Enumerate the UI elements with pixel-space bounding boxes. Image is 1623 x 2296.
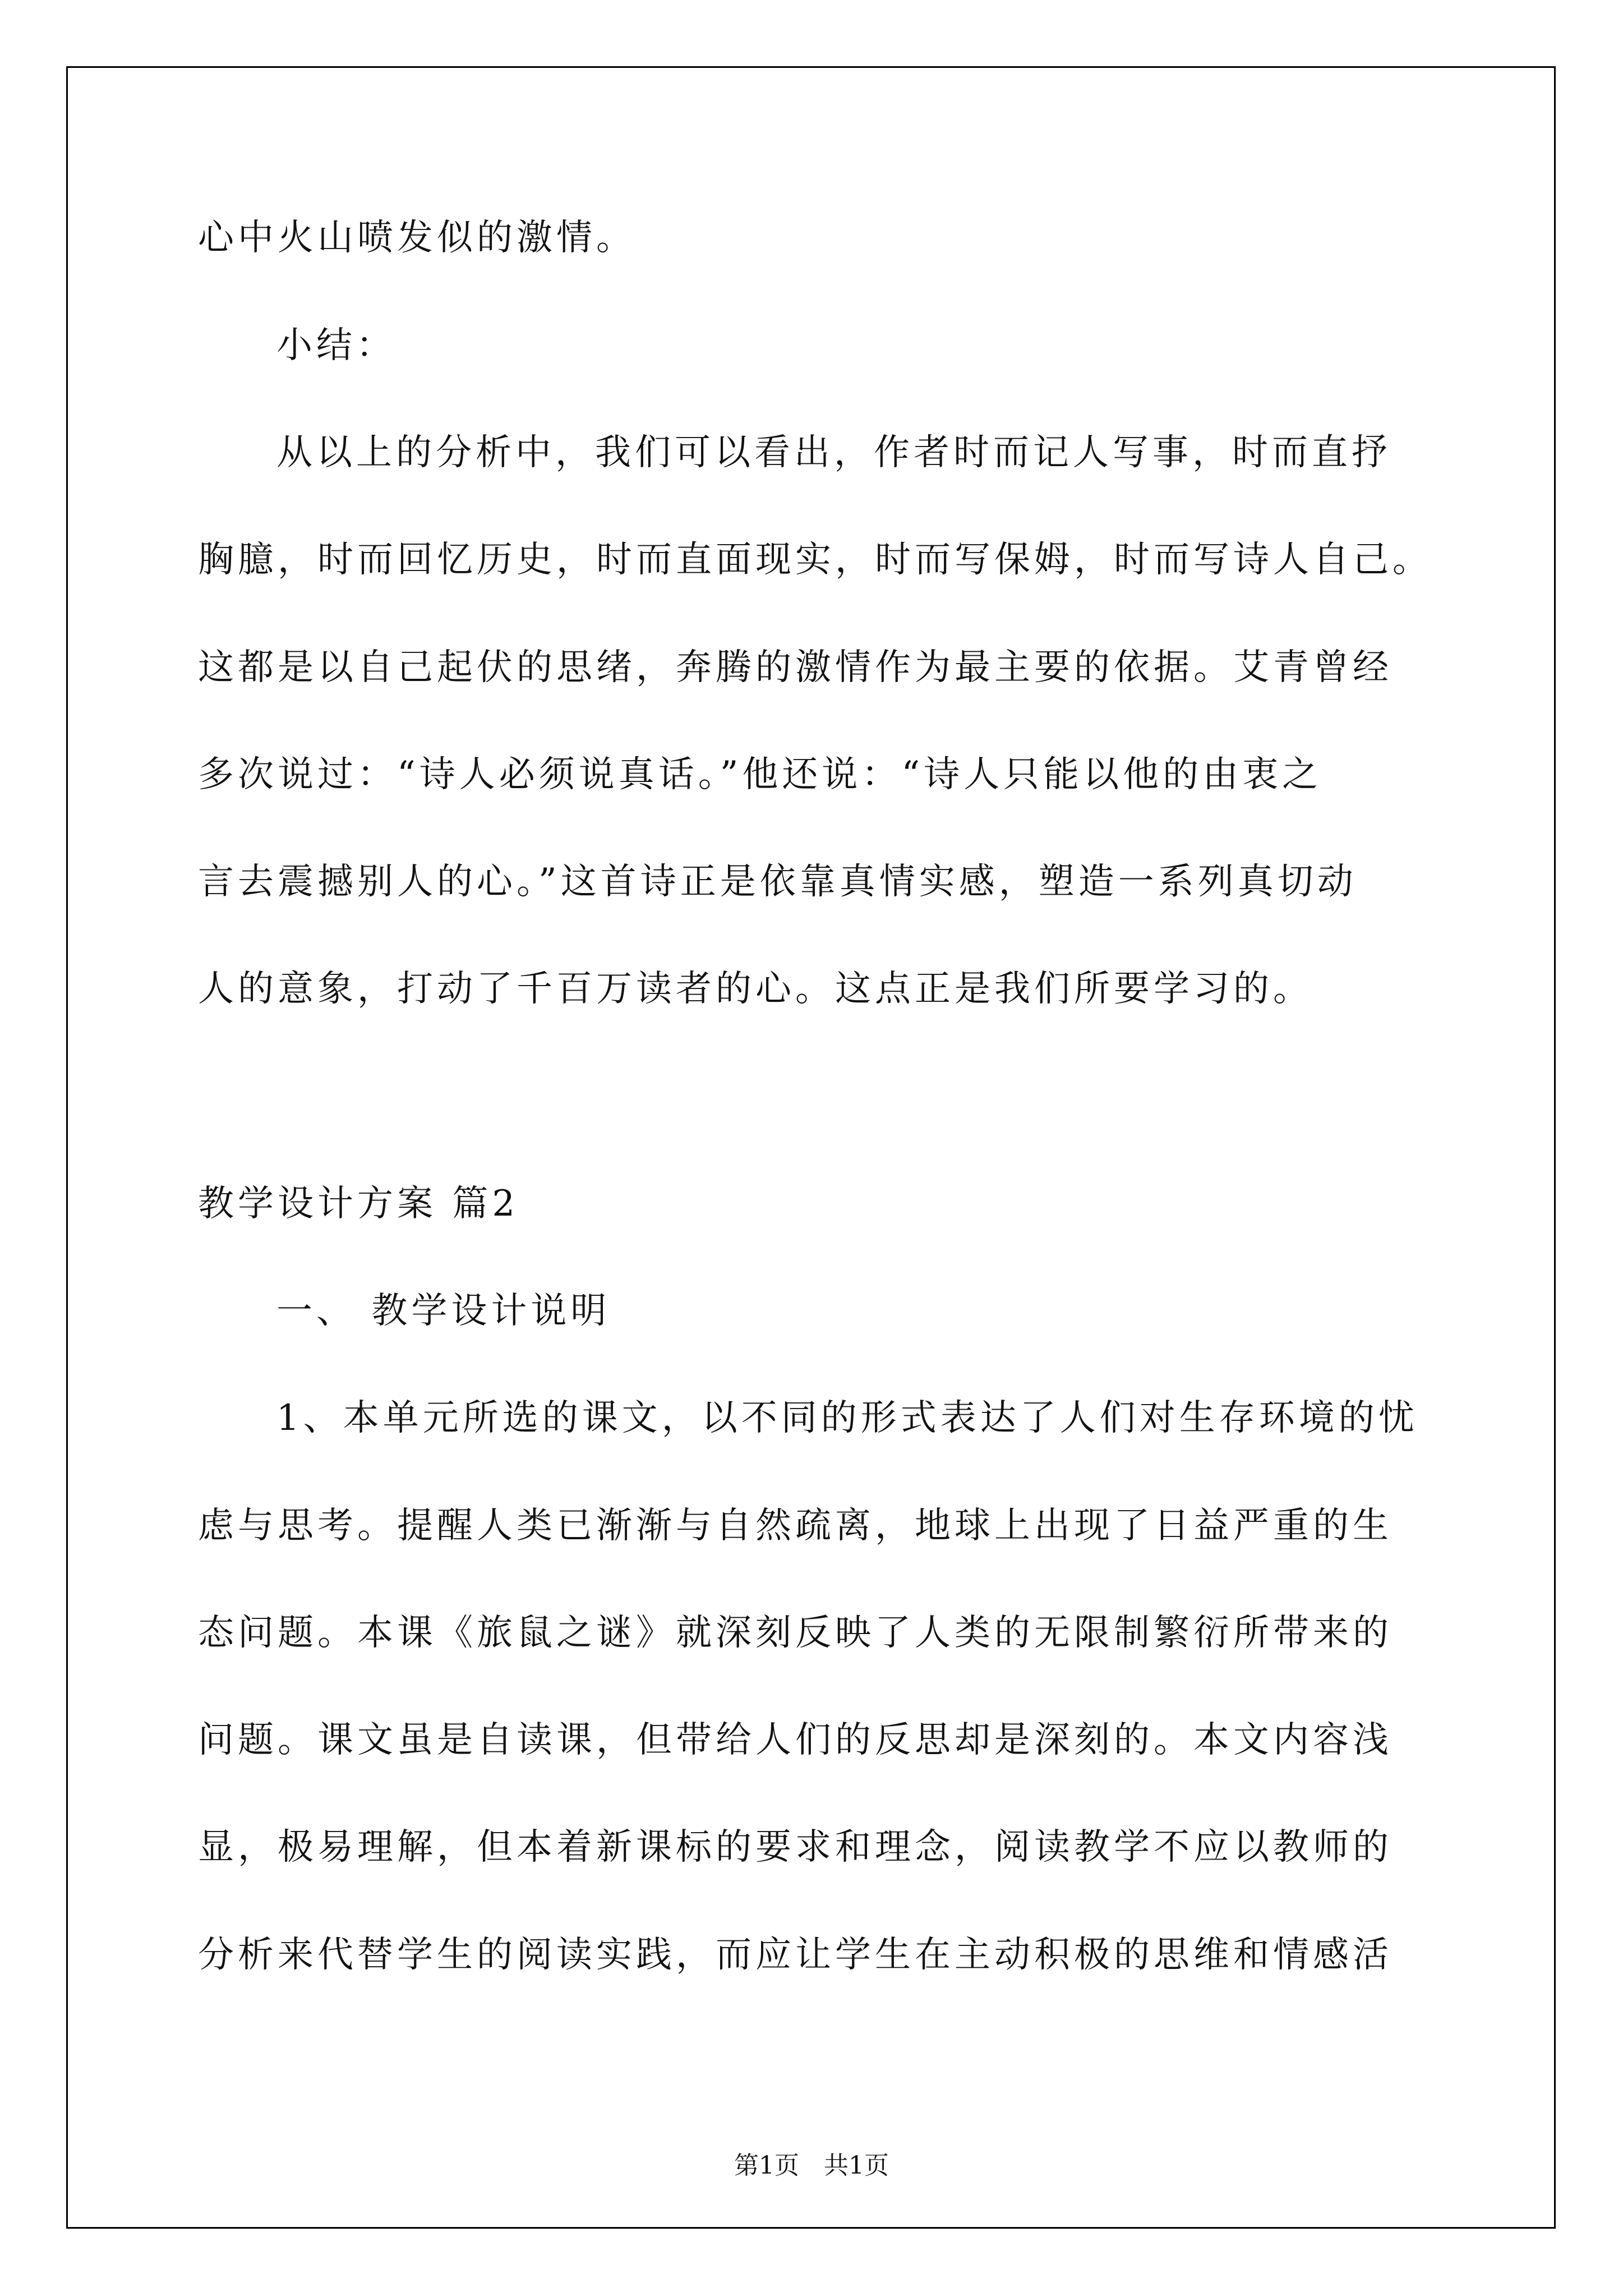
text-line-12: 虑与思考。提醒人类已渐渐与自然疏离，地球上出现了日益严重的生 (198, 1505, 1393, 1547)
page-footer: 第1页 共1页 (734, 2151, 889, 2180)
text-line-14: 问题。课文虽是自读课，但带给人们的反思却是深刻的。本文内容浅 (198, 1719, 1393, 1761)
text-line-5: 这都是以自己起伏的思绪，奔腾的激情作为最主要的依据。艾青曾经 (198, 647, 1393, 688)
text-line-16: 分析来代替学生的阅读实践，而应让学生在主动积极的思维和情感活 (198, 1934, 1393, 1976)
text-line-7: 言去震撼别人的心。”这首诗正是依靠真情实感，塑造一系列真切动 (198, 861, 1357, 903)
section-heading: 教学设计方案 篇2 (198, 1183, 519, 1225)
page-border (66, 66, 1556, 2229)
subsection-heading: 一、 教学设计说明 (276, 1290, 611, 1332)
text-line-2: 小结： (276, 325, 396, 366)
text-line-1: 心中火山喷发似的激情。 (198, 217, 636, 259)
text-line-8: 人的意象，打动了千百万读者的心。这点正是我们所要学习的。 (198, 968, 1313, 1010)
text-line-3: 从以上的分析中，我们可以看出，作者时而记人写事，时而直抒 (276, 432, 1391, 473)
text-line-6: 多次说过：“诗人必须说真话。”他还说：“诗人只能以他的由衷之 (198, 754, 1322, 795)
text-line-11: 1、本单元所选的课文，以不同的形式表达了人们对生存环境的忧 (276, 1397, 1418, 1439)
text-line-4: 胸臆，时而回忆历史，时而直面现实，时而写保姆，时而写诗人自己。 (198, 539, 1432, 581)
text-line-13: 态问题。本课《旅鼠之谜》就深刻反映了人类的无限制繁衍所带来的 (198, 1612, 1393, 1654)
text-line-15: 显，极易理解，但本着新课标的要求和理念，阅读教学不应以教师的 (198, 1826, 1393, 1868)
